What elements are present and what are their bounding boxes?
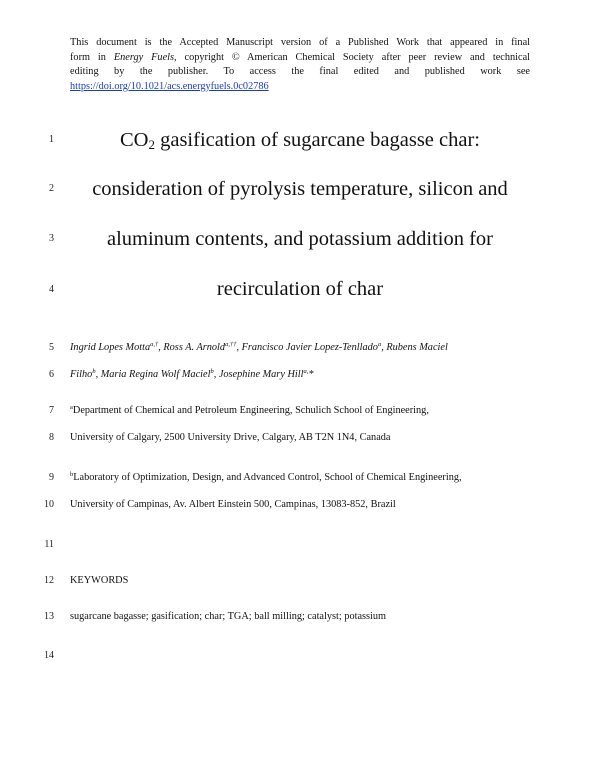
line-number: 2 <box>49 183 54 194</box>
author-name: Filho <box>70 369 93 380</box>
affiliation-text: Laboratory of Optimization, Design, and Advanced Control, School of Chemical Engineering, <box>73 472 462 483</box>
author-affiliation-mark: a <box>377 341 382 348</box>
author-name: Ingrid Lopes Motta <box>70 342 151 353</box>
doi-link[interactable]: https://doi.org/10.1021/acs.energyfuels.0c02786 <box>70 80 269 92</box>
notice-line-2-end: , copyright © American Chemical Society after peer review and technical <box>174 51 530 63</box>
affiliation-mark: b <box>70 471 74 478</box>
notice-line-3: editing by the publisher. To access the final edited and published work see <box>70 66 530 78</box>
line-number: 11 <box>44 539 54 550</box>
line-number: 6 <box>49 369 54 380</box>
line-number: 1 <box>49 134 54 145</box>
line-number: 8 <box>49 432 54 443</box>
title-subscript: 2 <box>148 137 155 152</box>
notice-line-4 <box>70 80 530 95</box>
line-number: 14 <box>44 650 54 661</box>
title-line-2: consideration of pyrolysis temperature, silicon and <box>92 178 508 200</box>
line-number: 3 <box>49 233 54 244</box>
title-co: CO <box>120 129 149 151</box>
affiliation-a-line-2: University of Calgary, 2500 University Drive, Calgary, AB T2N 1N4, Canada <box>70 432 391 443</box>
title-line-4: recirculation of char <box>216 278 384 300</box>
corresponding-author-mark: * <box>308 369 314 380</box>
affiliation-text: Department of Chemical and Petroleum Engineering, Schulich School of Engineering, <box>72 405 429 416</box>
affiliation-mark: a <box>70 404 73 411</box>
author-affiliation-mark: b <box>92 368 96 375</box>
journal-name: Energy Fuels <box>113 51 175 63</box>
author-name: , Rubens Maciel <box>381 342 448 353</box>
author-affiliation-mark: b <box>210 368 214 375</box>
keywords-list: sugarcane bagasse; gasification; char; TGA; ball milling; catalyst; potassium <box>70 611 387 622</box>
title-line-3: aluminum contents, and potassium addition for <box>106 228 494 250</box>
line-number: 4 <box>49 284 54 295</box>
line-number: 9 <box>49 472 54 483</box>
notice-line-2 <box>70 51 530 66</box>
copyright-notice <box>70 36 530 94</box>
affiliation-a-line-1 <box>70 404 540 418</box>
author-name: , Maria Regina Wolf Maciel <box>95 369 211 380</box>
authors-line-1 <box>70 341 540 355</box>
authors-line-2 <box>70 368 540 382</box>
affiliation-b-line-1 <box>70 471 540 485</box>
title-line-1-rest: gasification of sugarcane bagasse char: <box>154 129 480 151</box>
author-affiliation-mark: a, <box>303 368 309 375</box>
author-name: , Francisco Javier Lopez-Tenllado <box>236 342 378 353</box>
author-name: , Josephine Mary Hill <box>213 369 304 380</box>
title-line-1 <box>70 128 530 152</box>
line-number: 5 <box>49 342 54 353</box>
line-number: 10 <box>44 499 54 510</box>
notice-line-2-start: form in <box>70 51 114 63</box>
author-affiliation-mark: a,† <box>150 341 159 348</box>
affiliation-b-line-2: University of Campinas, Av. Albert Einstein 500, Campinas, 13083-852, Brazil <box>70 499 396 510</box>
notice-line-1: This document is the Accepted Manuscript version of a Published Work that appeared in final <box>70 37 530 48</box>
author-affiliation-mark: a,†† <box>225 341 237 348</box>
line-number: 7 <box>49 405 54 416</box>
keywords-heading: KEYWORDS <box>70 575 129 586</box>
author-name: , Ross A. Arnold <box>158 342 226 353</box>
line-number: 13 <box>44 611 54 622</box>
line-number: 12 <box>44 575 54 586</box>
